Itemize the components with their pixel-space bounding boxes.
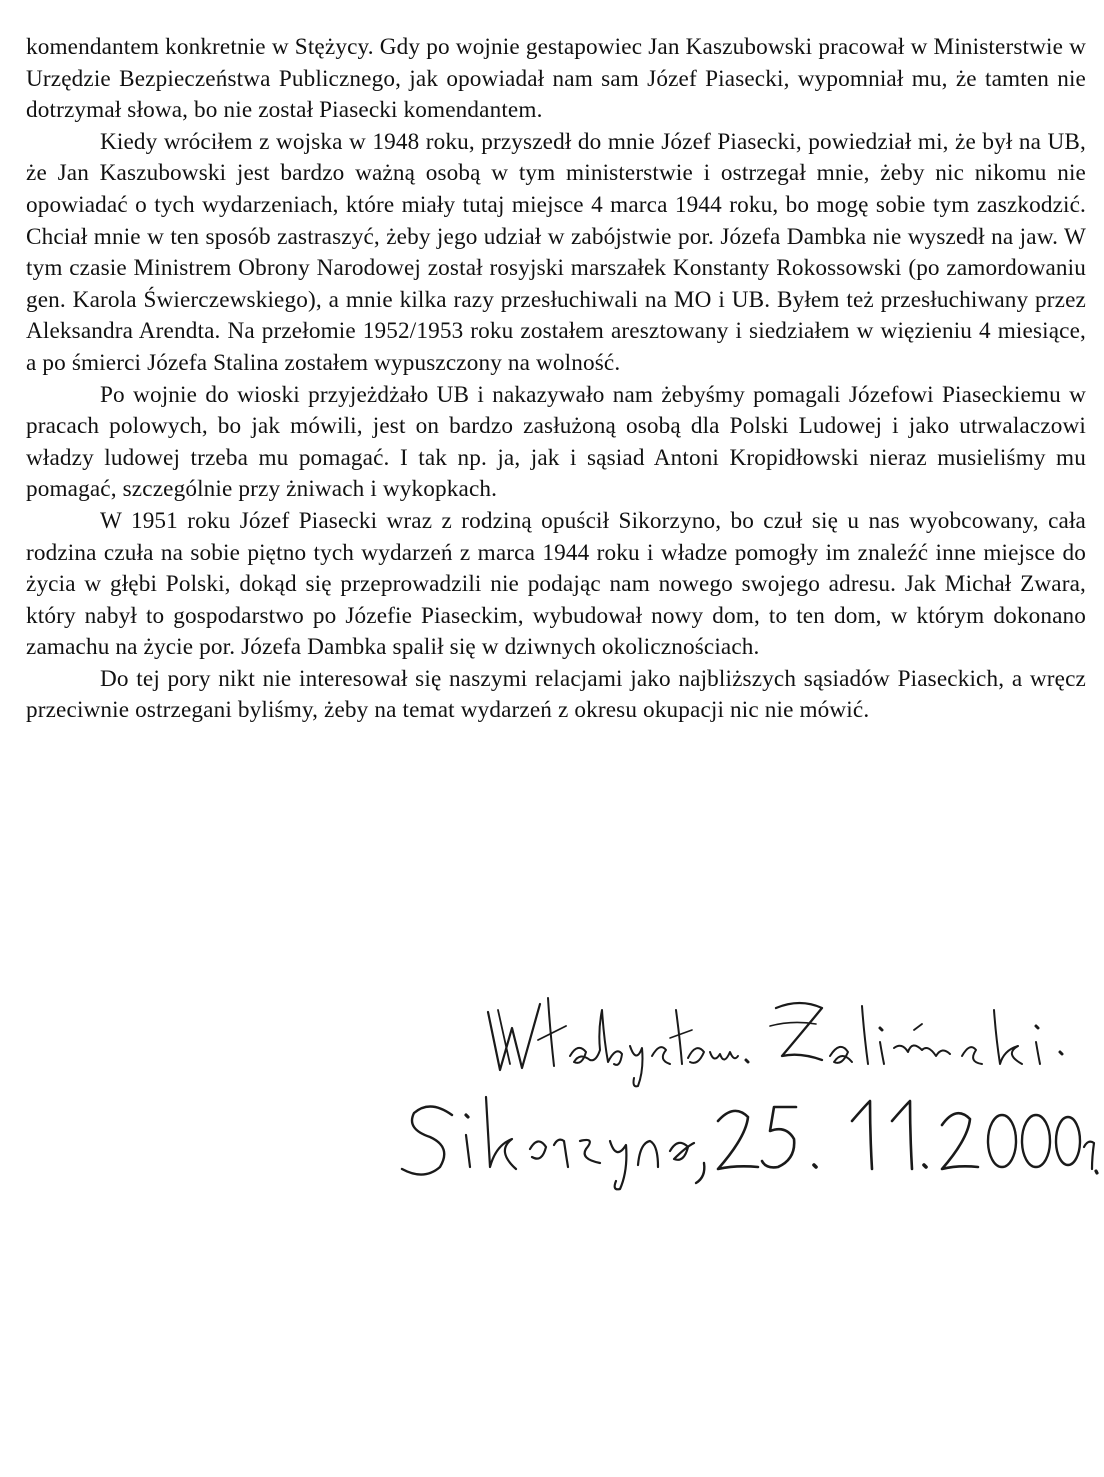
- handwritten-signature: [470, 990, 1080, 1090]
- document-body: [26, 32, 1086, 727]
- paragraph-5: Do tej pory nikt nie interesował się naszymi relacjami jako najbliższych sąsiadów Piaseckich, a wręcz przeciwnie ostrzegani byliśmy, żeby na temat wydarzeń z okresu okupacji nic nie mówić.: [26, 665, 1086, 724]
- paragraph-3: Po wojnie do wioski przyjeżdżało UB i nakazywało nam żebyśmy pomagali Józefowi Piaseckiemu w pracach polowych, bo jak mówili, jest on bardzo zasłużoną osobą dla Polski Ludowej i jako utrwalaczowi władzy ludowej trzeba mu pomagać. I tak np. ja, jak i sąsiad Antoni Kropidłowski nieraz musieliśmy mu pomagać, szczególnie przy żniwach i wykopkach.: [26, 381, 1086, 503]
- paragraph-2: Kiedy wróciłem z wojska w 1948 roku, przyszedł do mnie Józef Piasecki, powiedział mi, że był na UB, że Jan Kaszubowski jest bardzo ważną osobą w tym ministerstwie i ostrzegał mnie, żeby nic nikomu nie opowiadać o tych wydarzeniach, które miały tutaj miejsce 4 marca 1944 roku, bo mogę sobie tym zaszkodzić. Chciał mnie w ten sposób zastraszyć, żeby jego udział w zabójstwie por. Józefa Dambka nie wyszedł na jaw. W tym czasie Ministrem Obrony Narodowej został rosyjski marszałek Konstanty Rokossowski (po zamordowaniu gen. Karola Świerczewskiego), a mnie kilka razy przesłuchiwali na MO i UB. Byłem też przesłuchiwany przez Aleksandra Arendta. Na przełomie 1952/1953 roku zostałem aresztowany i siedziałem w więzieniu 4 miesiące, a po śmierci Józefa Stalina zostałem wypuszczony na wolność.: [26, 128, 1086, 376]
- handwritten-place-date: [390, 1085, 1100, 1195]
- paragraph-1: komendantem konkretnie w Stężycy. Gdy po wojnie gestapowiec Jan Kaszubowski pracował w Ministerstwie w Urzędzie Bezpieczeństwa Publicznego, jak opowiadał nam sam Józef Piasecki, wypomniał mu, że tamten nie dotrzymał słowa, bo nie został Piasecki komendantem.: [26, 34, 1086, 124]
- paragraph-4: W 1951 roku Józef Piasecki wraz z rodziną opuścił Sikorzyno, bo czuł się u nas wyobcowany, cała rodzina czuła na sobie piętno tych wydarzeń z marca 1944 roku i władze pomogły im znaleźć inne miejsce do życia w głębi Polski, dokąd się przeprowadzili nie podając nam nowego swojego adresu. Jak Michał Zwara, który nabył to gospodarstwo po Józefie Piaseckim, wybudował nowy dom, to ten dom, w którym dokonano zamachu na życie por. Józefa Dambka spalił się w dziwnych okolicznościach.: [26, 507, 1086, 661]
